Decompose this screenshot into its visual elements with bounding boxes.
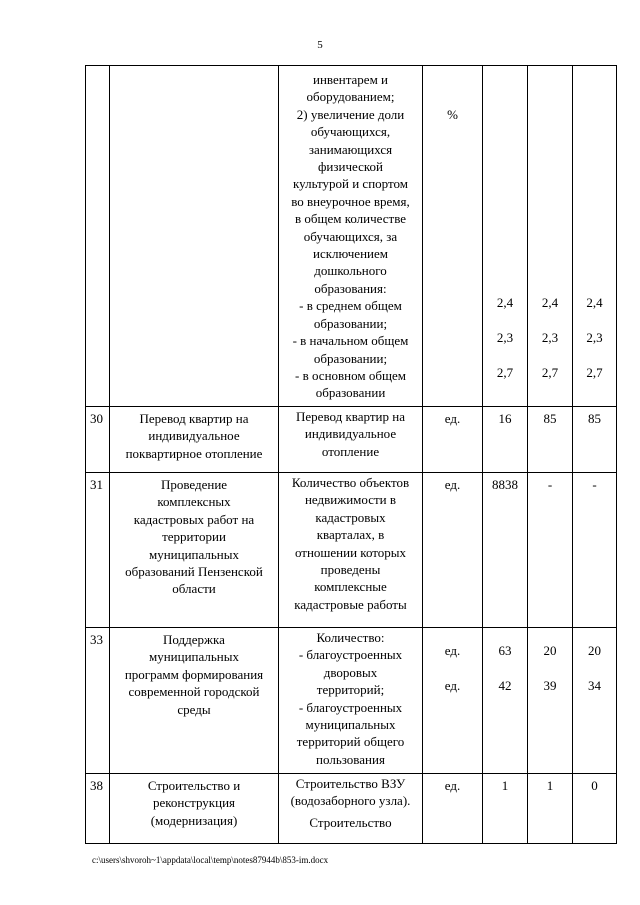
indicator-line: Перевод квартир на <box>296 409 405 424</box>
indicator-line: проведены <box>320 562 381 578</box>
indicator-line: недвижимости в <box>304 492 397 508</box>
name-line: (модернизация) <box>150 812 238 828</box>
indicator-line: дошкольного <box>314 263 387 279</box>
name-line: реконструкция <box>152 795 236 811</box>
indicator-line: образовании <box>315 385 386 401</box>
indicator-line: дворовых <box>323 664 378 680</box>
program-table <box>85 65 617 844</box>
indicator-line: инвентарем и <box>312 72 389 87</box>
value-cell <box>528 66 573 407</box>
event-name <box>110 628 279 774</box>
name-line: программ формирования <box>124 666 264 682</box>
indicator-line: территорий; <box>316 682 385 698</box>
name-line: современной городской <box>128 684 260 700</box>
value: 2,3 <box>586 330 603 345</box>
unit-cell: ед. <box>423 473 483 628</box>
indicator-line: отопление <box>321 443 380 459</box>
value: 2,7 <box>586 365 603 380</box>
indicator-line: занимающихся <box>308 141 393 157</box>
indicator-line: индивидуальное <box>304 426 397 442</box>
value: 20 <box>543 643 557 658</box>
value: 63 <box>498 643 512 658</box>
name-line: среды <box>177 701 211 717</box>
indicator-line: физической <box>318 159 383 175</box>
indicator-line: комплексные <box>314 579 387 595</box>
value-cell: 0 <box>573 774 617 844</box>
name-line: поквартирное отопление <box>125 445 263 461</box>
value: 34 <box>588 678 601 693</box>
indicator-line: Количество объектов <box>291 475 410 490</box>
indicator-line: обучающихся, <box>310 124 391 140</box>
row-number: 30 <box>86 407 110 473</box>
indicator-line: Строительство <box>309 814 392 830</box>
indicator-line: образовании; <box>313 315 388 331</box>
value: 2,4 <box>496 295 514 310</box>
indicator-line: отношении которых <box>294 544 407 560</box>
name-line: индивидуальное <box>148 428 240 444</box>
value-cell: 16 <box>483 407 528 473</box>
value: 2,4 <box>586 295 603 310</box>
name-line: Поддержка <box>163 632 225 647</box>
file-path-footer: c:\users\shvoroh~1\appdata\local\temp\notes87944b\853-im.docx <box>92 855 329 865</box>
indicator-line: кадастровых <box>315 509 386 525</box>
indicator-line: - благоустроенных <box>298 647 403 663</box>
name-line: Проведение <box>160 477 228 492</box>
indicator-line: - благоустроенных <box>298 699 403 715</box>
name-line: области <box>172 581 216 597</box>
indicator-cell <box>279 774 423 844</box>
value: 39 <box>543 678 557 693</box>
indicator-cell <box>279 66 423 407</box>
indicator-line: - в начальном общем <box>292 333 409 349</box>
name-line: территории <box>162 529 226 545</box>
indicator-cell <box>279 407 423 473</box>
indicator-line: обучающихся, за <box>303 228 398 244</box>
indicator-line: во внеурочное время, <box>291 193 410 209</box>
indicator-line: исключением <box>313 246 388 262</box>
name-line: образований Пензенской <box>125 564 263 580</box>
indicator-line: в общем количестве <box>294 211 407 227</box>
value-cell: 85 <box>573 407 617 473</box>
value: 20 <box>588 643 601 658</box>
name-line: муниципальных <box>148 546 239 562</box>
value: 42 <box>498 678 512 693</box>
name-line: Строительство и <box>147 778 241 793</box>
unit-cell <box>423 628 483 774</box>
row-number: 33 <box>86 628 110 774</box>
indicator-line: образования: <box>314 280 387 296</box>
value-cell <box>573 66 617 407</box>
event-name <box>110 407 279 473</box>
indicator-line: кварталах, в <box>316 527 385 543</box>
unit-cell: % <box>423 66 483 407</box>
name-line: кадастровых работ на <box>133 511 255 527</box>
value: 2,7 <box>496 365 514 380</box>
value: 2,4 <box>541 295 559 310</box>
indicator-line: муниципальных <box>305 717 396 733</box>
unit-value: ед. <box>444 643 461 658</box>
indicator-line: (водозаборного узла). <box>290 793 411 809</box>
value-cell: - <box>573 473 617 628</box>
row-number: 31 <box>86 473 110 628</box>
indicator-cell <box>279 628 423 774</box>
name-line: комплексных <box>157 494 231 510</box>
value-cell: 85 <box>528 407 573 473</box>
event-name <box>110 473 279 628</box>
value-cell <box>483 66 528 407</box>
value-cell <box>573 628 617 774</box>
indicator-cell <box>279 473 423 628</box>
name-line: Перевод квартир на <box>139 411 249 426</box>
value-cell <box>528 628 573 774</box>
event-name <box>110 66 279 407</box>
indicator-line: Количество: <box>316 630 385 645</box>
row-number: 38 <box>86 774 110 844</box>
unit-value: ед. <box>444 678 461 693</box>
value: 2,3 <box>496 330 514 345</box>
page-number: 5 <box>317 39 323 51</box>
indicator-line: оборудованием; <box>306 89 395 105</box>
table-row <box>86 407 617 473</box>
indicator-line: территорий общего <box>296 734 405 750</box>
table-row <box>86 66 617 407</box>
row-number <box>86 66 110 407</box>
value-cell: - <box>528 473 573 628</box>
indicator-line: культурой и спортом <box>293 176 408 192</box>
value-cell: 8838 <box>483 473 528 628</box>
indicator-line: пользования <box>316 751 385 767</box>
value-cell <box>483 628 528 774</box>
name-line: муниципальных <box>148 649 239 665</box>
unit-cell: ед. <box>423 774 483 844</box>
table-row <box>86 774 617 844</box>
indicator-line: кадастровые работы <box>294 596 407 612</box>
value: 2,3 <box>541 330 559 345</box>
indicator-line: образовании; <box>313 350 388 366</box>
value-cell: 1 <box>483 774 528 844</box>
indicator-line: Строительство ВЗУ <box>295 776 406 791</box>
value-cell: 1 <box>528 774 573 844</box>
indicator-line: - в среднем общем <box>299 298 402 314</box>
indicator-line: 2) увеличение доли <box>296 106 405 122</box>
event-name <box>110 774 279 844</box>
indicator-line: - в основном общем <box>295 367 406 383</box>
table-row <box>86 628 617 774</box>
unit-cell: ед. <box>423 407 483 473</box>
table-row <box>86 473 617 628</box>
value: 2,7 <box>541 365 559 380</box>
